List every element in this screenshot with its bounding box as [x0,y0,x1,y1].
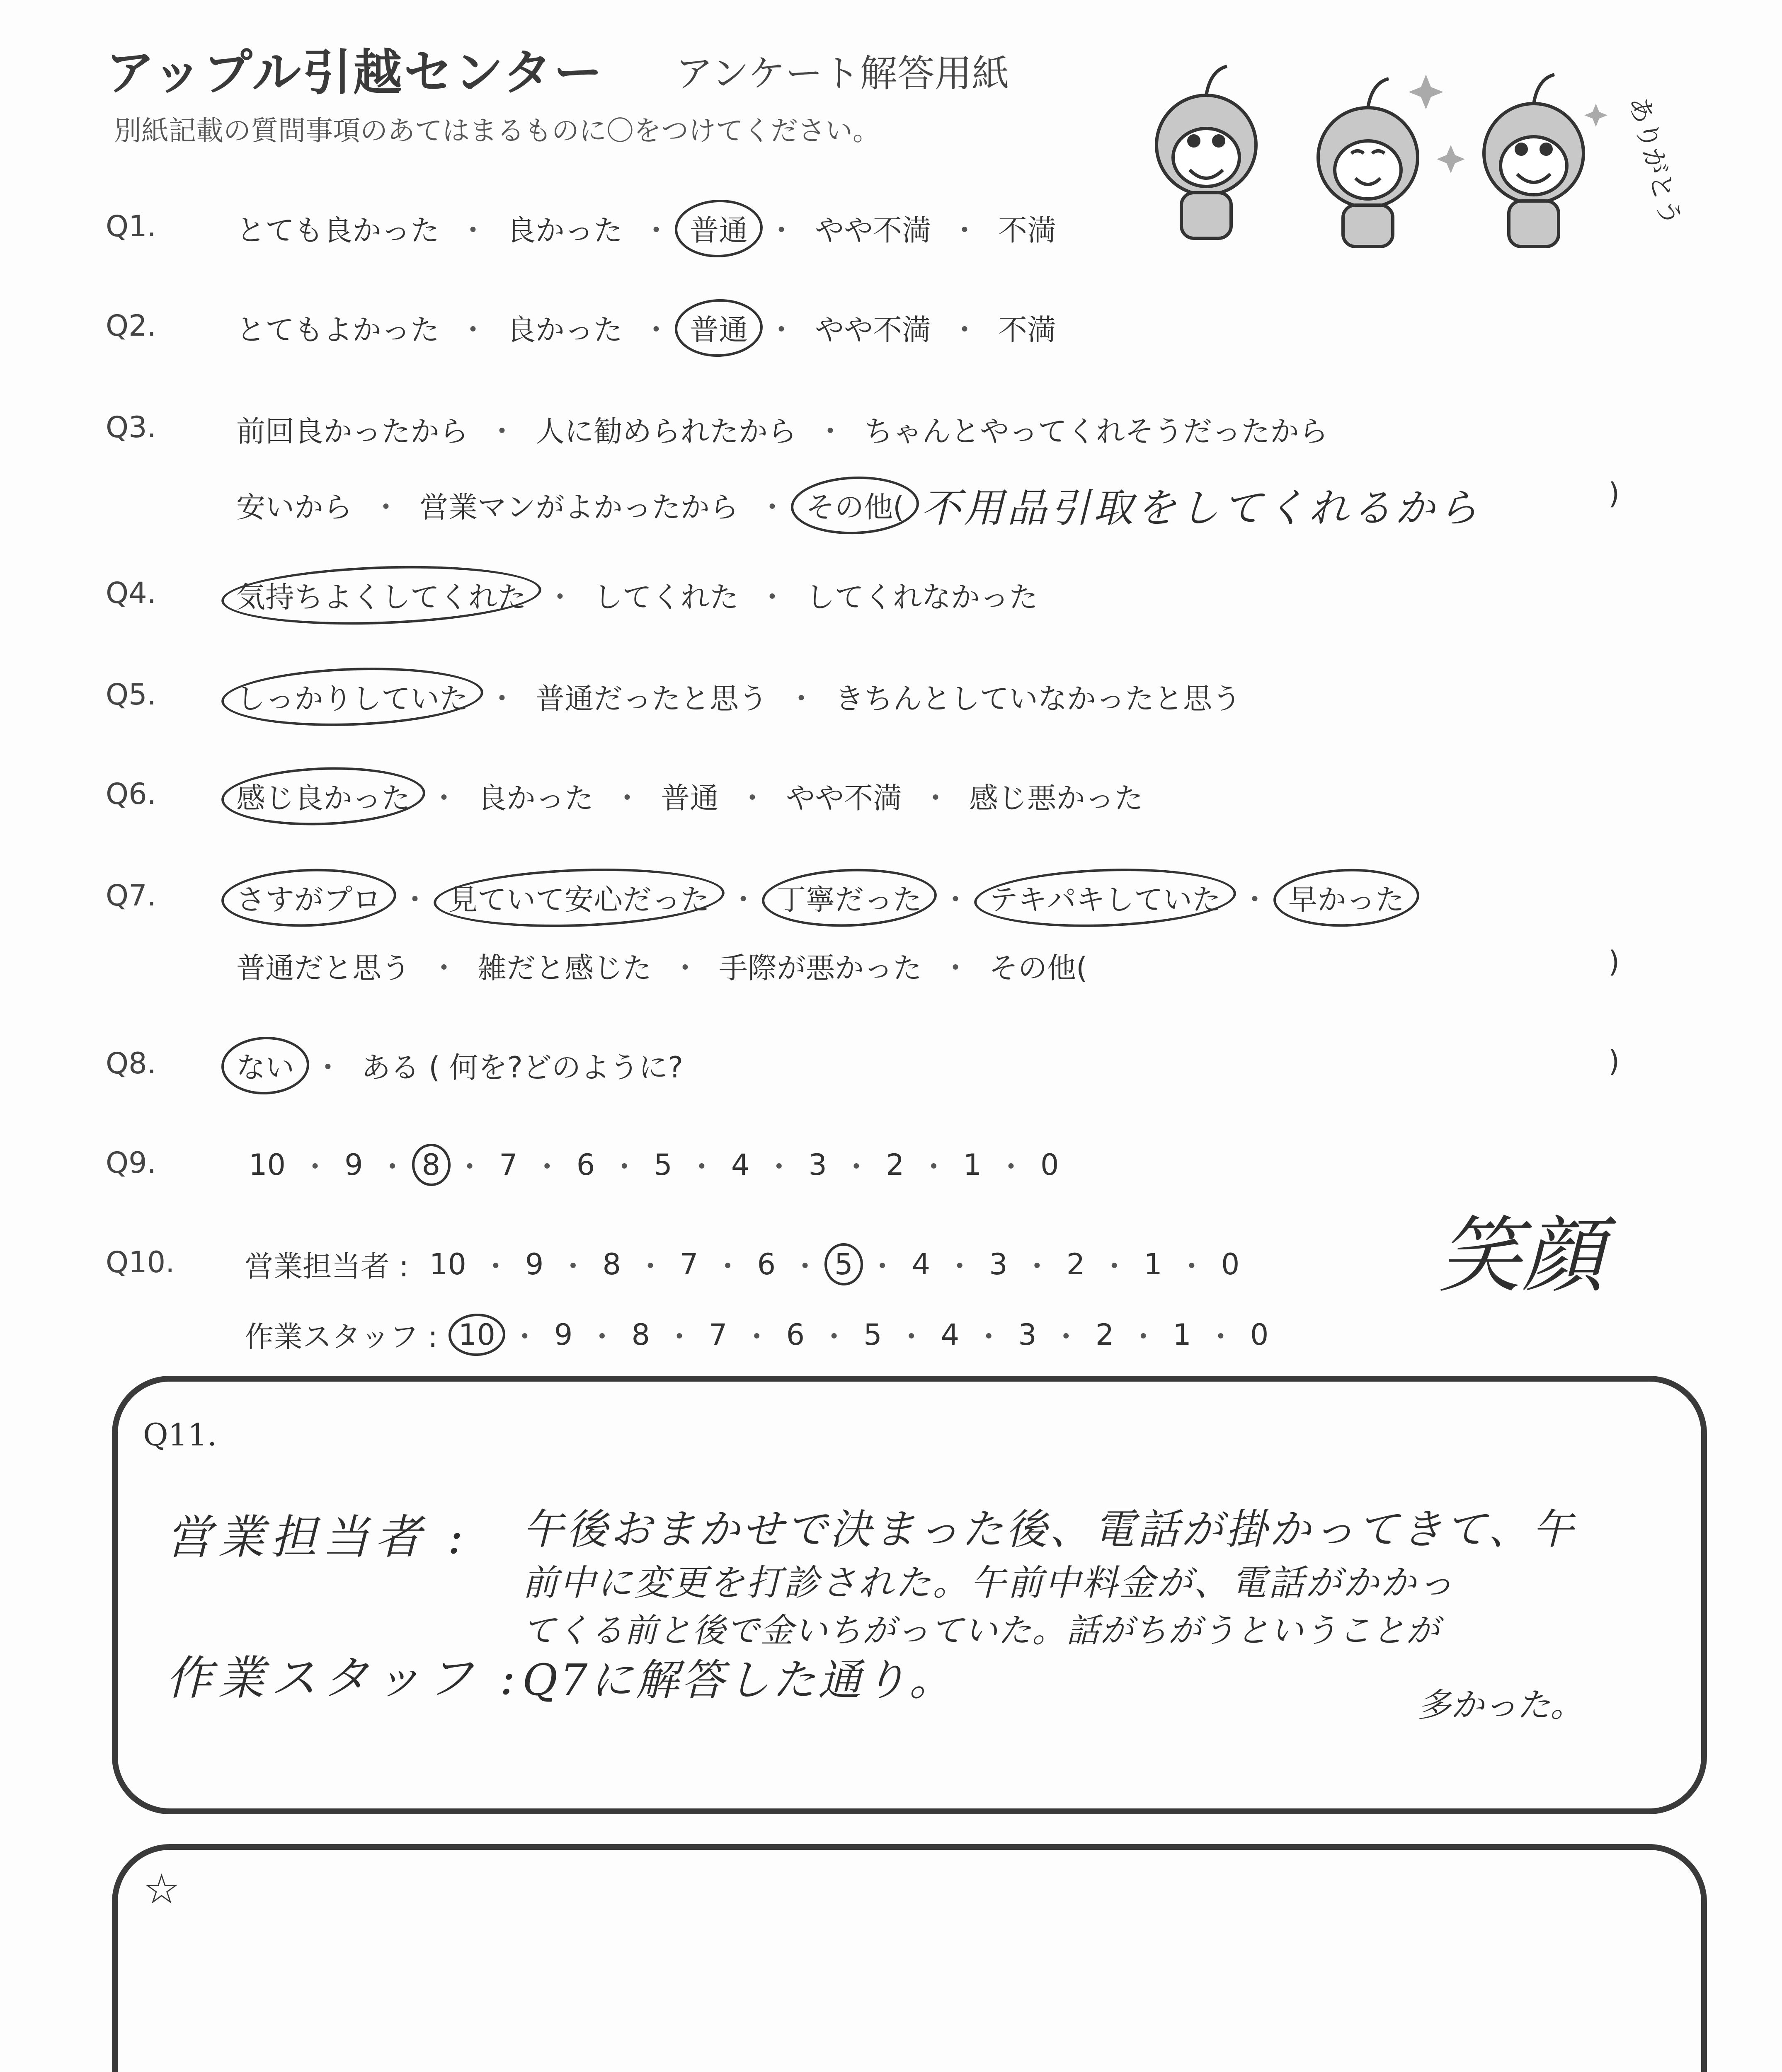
q4-options: 気持ちよくしてくれた ・ してくれた ・ してくれなかった [232,574,1042,616]
q2-option-5[interactable]: 不満 [998,313,1056,347]
q1-option-2[interactable]: 良かった [507,213,623,247]
q9-score-2[interactable]: 2 [885,1147,904,1182]
q10-sales-scale: 営業担当者 : 10 ・ 9 ・ 8 ・ 7 ・ 6 ・ 5 ・ 4 ・ 3 ・ 2 ・ 1 ・ 0 [245,1243,1244,1285]
star-icon: ☆ [143,1865,180,1913]
q6-options: 感じ良かった ・ 良かった ・ 普通 ・ やや不満 ・ 感じ悪かった [232,775,1147,817]
q5-option-2[interactable]: 普通だったと思う [536,682,768,716]
q7-option-4-selected[interactable]: テキパキしていた [985,876,1225,918]
monkey-mascot-left [1156,66,1256,238]
q10-sales-score-0[interactable]: 0 [1221,1247,1240,1281]
q9-score-10[interactable]: 10 [249,1147,286,1182]
form-title: アップル引越センター [106,44,604,101]
q1-option-4[interactable]: やや不満 [815,213,931,247]
q10-sales-score-9[interactable]: 9 [525,1247,544,1281]
q2-option-2[interactable]: 良かった [507,313,623,347]
instruction-text: 別紙記載の質問事項のあてはまるものに〇をつけてください。 [114,115,880,147]
q3-option-5[interactable]: 営業マンがよかったから [419,490,739,524]
q10-sales-score-2[interactable]: 2 [1066,1247,1085,1281]
q9-score-7[interactable]: 7 [499,1147,518,1182]
q7-options-line1: さすがプロ ・ 見ていて安心だった ・ 丁寧だった ・ テキパキしていた ・ 早かった [232,876,1409,918]
q11-sales-heading: 営業担当者 : [166,1510,469,1564]
q7-option-8[interactable]: 手際が悪かった [719,951,922,985]
q9-score-8-selected[interactable]: 8 [418,1148,445,1182]
q11-answer-line-1: 午後おまかせで決まった後、電話が掛かってきて、午 [522,1505,1576,1554]
q1-option-1[interactable]: とても良かった [236,213,439,247]
q4-label: Q4. [106,576,156,610]
q3-options-line1: 前回良かったから ・ 人に勧められたから ・ ちゃんとやってくれそうだったから [232,408,1332,450]
q9-score-9[interactable]: 9 [344,1147,363,1182]
q10-sales-score-5-selected[interactable]: 5 [830,1247,857,1281]
q8-label: Q8. [106,1046,156,1080]
q6-option-3[interactable]: 普通 [661,781,719,815]
q9-score-4[interactable]: 4 [731,1147,750,1182]
q10-sales-score-8[interactable]: 8 [602,1247,621,1281]
monkey-mascot-center [1318,79,1418,247]
q3-option-3[interactable]: ちゃんとやってくれそうだったから [864,414,1328,448]
q4-option-2[interactable]: してくれた [594,580,739,614]
q4-option-1-selected[interactable]: 気持ちよくしてくれた [232,574,531,616]
q9-scale: 10 ・ 9 ・ 8 ・ 7 ・ 6 ・ 5 ・ 4 ・ 3 ・ 2 ・ 1 ・ 0 [245,1144,1063,1186]
q6-option-4[interactable]: やや不満 [786,781,902,815]
monkey-mascots-illustration [1136,50,1687,257]
q5-option-1-selected[interactable]: しっかりしていた [232,675,473,717]
q10-sales-score-7[interactable]: 7 [680,1247,698,1281]
q5-options: しっかりしていた ・ 普通だったと思う ・ きちんとしていなかったと思う [232,675,1245,717]
q8-options: ない ・ ある ( 何を?どのように? [232,1044,687,1086]
q10-staff-score-6[interactable]: 6 [786,1317,805,1352]
q8-option-none-selected[interactable]: ない [232,1044,298,1086]
q10-staff-score-0[interactable]: 0 [1250,1317,1269,1352]
q7-options-line2: 普通だと思う ・ 雑だと感じた ・ 手際が悪かった ・ その他( [232,945,1091,987]
q3-option-1[interactable]: 前回良かったから [236,414,468,448]
q8-close-paren: ) [1608,1044,1620,1078]
q10-sales-score-10[interactable]: 10 [429,1247,466,1281]
q5-label: Q5. [106,678,156,712]
mascot-caption: ありがとう [1622,93,1687,230]
q6-option-1-selected[interactable]: 感じ良かった [232,775,415,817]
q3-close-paren: ) [1608,477,1620,511]
q10-staff-score-2[interactable]: 2 [1095,1317,1114,1352]
q6-option-5[interactable]: 感じ悪かった [969,781,1143,815]
q7-option-5-selected[interactable]: 早かった [1284,876,1409,918]
q10-staff-score-5[interactable]: 5 [863,1317,882,1352]
q11-label: Q11. [143,1417,217,1453]
q11-staff-answer: Q7に解答した通り。 [522,1655,955,1705]
form-subtitle: アンケート解答用紙 [676,52,1009,95]
q9-label: Q9. [106,1146,156,1180]
q7-option-3-selected[interactable]: 丁寧だった [773,876,926,918]
q7-close-paren: ) [1608,945,1620,979]
q2-option-3-selected[interactable]: 普通 [686,307,752,349]
q7-label: Q7. [106,879,156,913]
q10-staff-score-3[interactable]: 3 [1018,1317,1037,1352]
q9-score-3[interactable]: 3 [808,1147,827,1182]
q10-staff-score-1[interactable]: 1 [1173,1317,1191,1352]
q6-label: Q6. [106,777,156,811]
q7-option-2-selected[interactable]: 見ていて安心だった [444,876,714,918]
q3-options-line2: 安いから ・ 営業マンがよかったから ・ その他( 不用品引取をしてくれるから [232,477,1481,533]
q10-label: Q10. [106,1245,175,1279]
star-comment-box[interactable] [112,1844,1707,2072]
q10-sales-score-3[interactable]: 3 [989,1247,1008,1281]
q3-option-other-selected[interactable]: その他( [802,484,908,526]
q10-handwritten-note: 笑顔 [1438,1208,1605,1304]
q10-staff-scale: 作業スタッフ : 10 ・ 9 ・ 8 ・ 7 ・ 6 ・ 5 ・ 4 ・ 3 ・ 2 ・ 1 ・ 0 [245,1314,1273,1356]
q9-score-1[interactable]: 1 [963,1147,982,1182]
q7-option-other[interactable]: その他( [989,951,1088,985]
q2-label: Q2. [106,309,156,343]
q9-score-6[interactable]: 6 [576,1147,595,1182]
monkey-mascot-right [1484,75,1583,247]
q5-option-3[interactable]: きちんとしていなかったと思う [835,682,1241,716]
q10-staff-score-8[interactable]: 8 [631,1317,650,1352]
q6-option-2[interactable]: 良かった [478,781,594,815]
q10-staff-label: 作業スタッフ : [245,1320,438,1354]
q8-option-some[interactable]: ある ( 何を?どのように? [361,1051,684,1084]
q11-answer-line-3: てくる前と後で金いちがっていた。話がちがうということが [522,1611,1440,1650]
q10-sales-score-4[interactable]: 4 [912,1247,931,1281]
q10-staff-score-4[interactable]: 4 [941,1317,960,1352]
q1-label: Q1. [106,209,156,243]
q3-label: Q3. [106,410,156,444]
q3-option-2[interactable]: 人に勧められたから [536,414,797,448]
q11-answer-line-4: 多かった。 [1418,1686,1583,1724]
q10-staff-score-10-selected[interactable]: 10 [454,1318,499,1352]
q11-staff-heading: 作業スタッフ : [166,1651,521,1705]
q7-option-1-selected[interactable]: さすがプロ [232,876,385,918]
q2-option-4[interactable]: やや不満 [815,313,931,347]
q7-option-7[interactable]: 雑だと感じた [478,951,652,985]
q3-other-handwritten: 不用品引取をしてくれるから [921,485,1481,531]
q3-option-4[interactable]: 安いから [236,490,352,524]
q7-option-6[interactable]: 普通だと思う [236,951,410,985]
q10-sales-score-6[interactable]: 6 [757,1247,776,1281]
q9-score-5[interactable]: 5 [654,1147,672,1182]
q2-option-1[interactable]: とてもよかった [236,313,439,347]
q10-staff-score-7[interactable]: 7 [709,1317,727,1352]
q1-option-3-selected[interactable]: 普通 [686,207,752,249]
q10-staff-score-9[interactable]: 9 [554,1317,573,1352]
q9-score-0[interactable]: 0 [1040,1147,1059,1182]
q2-options: とてもよかった ・ 良かった ・ 普通 ・ やや不満 ・ 不満 [232,307,1060,349]
q10-sales-label: 営業担当者 : [245,1249,409,1283]
q4-option-3[interactable]: してくれなかった [806,580,1038,614]
q10-sales-score-1[interactable]: 1 [1144,1247,1162,1281]
q1-option-5[interactable]: 不満 [998,213,1056,247]
q1-options: とても良かった ・ 良かった ・ 普通 ・ やや不満 ・ 不満 [232,207,1060,249]
q11-answer-line-2: 前中に変更を打診された。午前中料金が、電話がかかっ [522,1562,1455,1604]
